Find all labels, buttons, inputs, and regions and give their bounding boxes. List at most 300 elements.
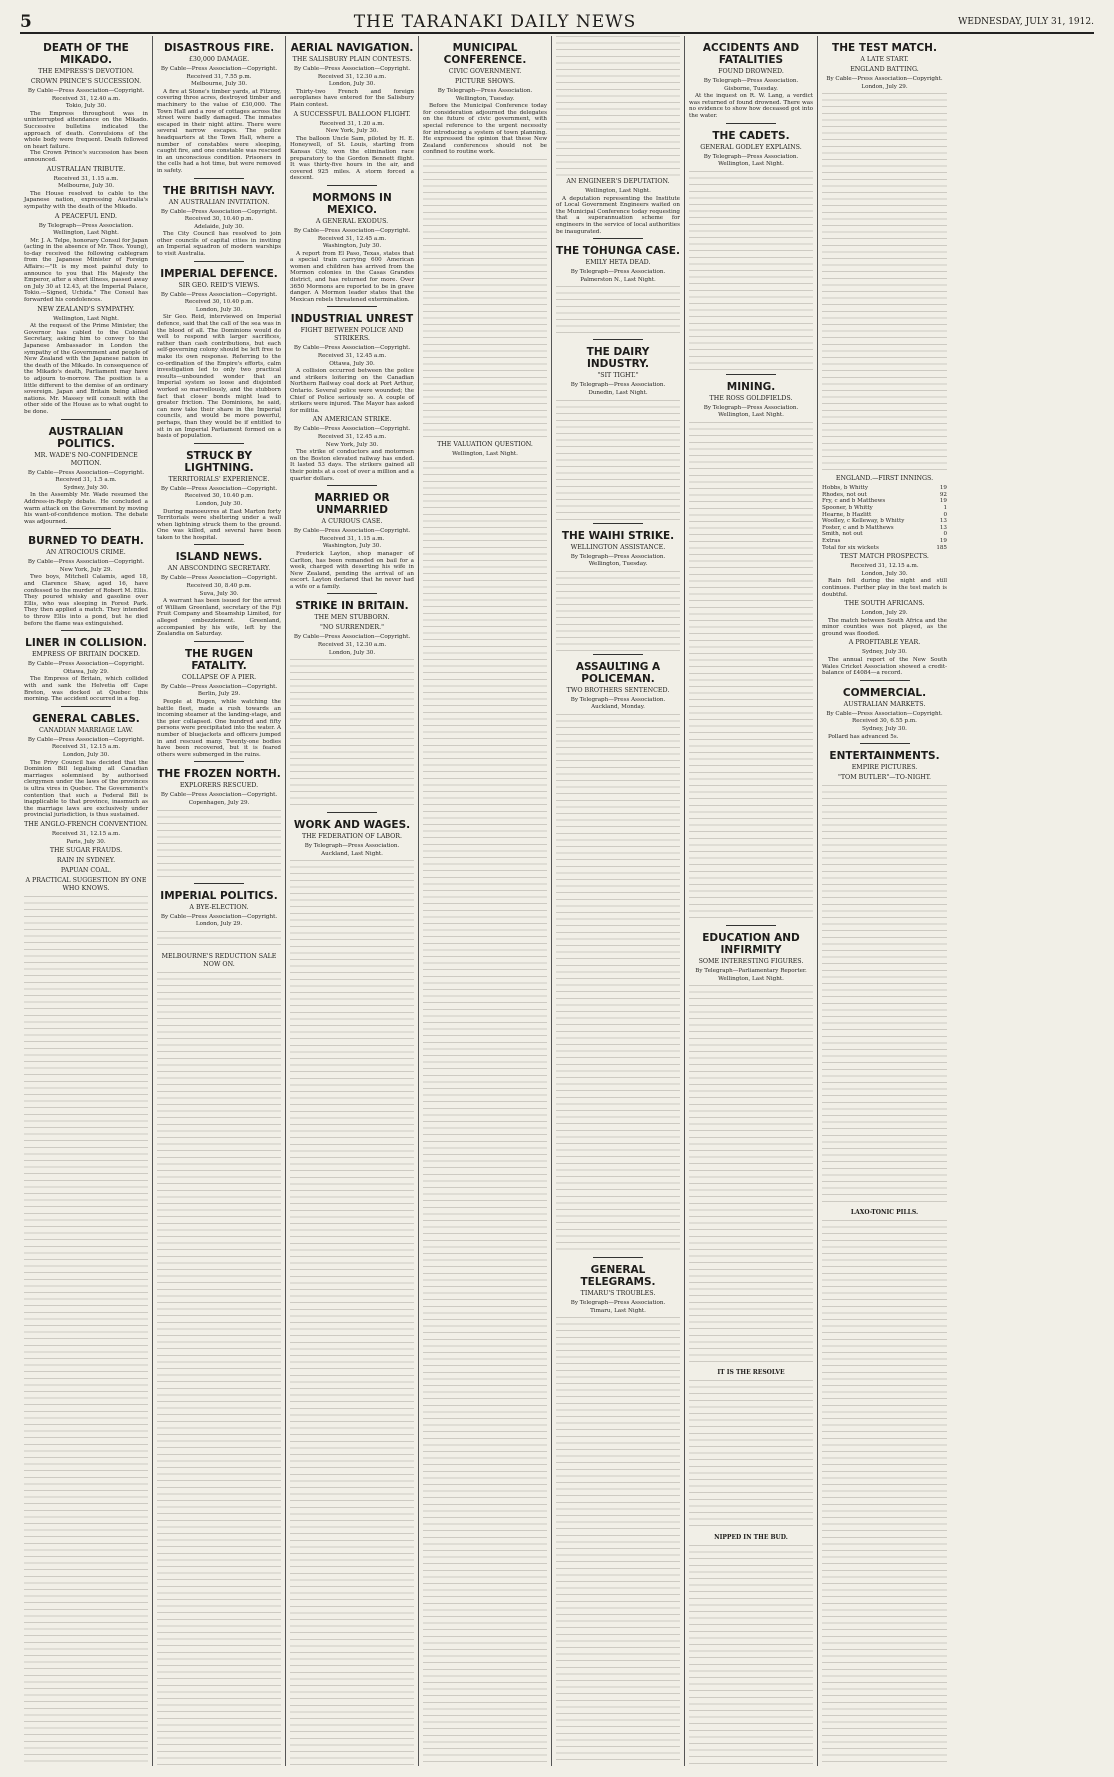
subhead: TERRITORIALS' EXPERIENCE. [168,475,270,483]
body-text-block [689,985,813,1365]
subhead: NEW ZEALAND'S SYMPATHY. [37,305,135,313]
subhead: THE ROSS GOLDFIELDS. [709,394,793,402]
dateline: Timaru, Last Night. [590,1307,646,1314]
headline-australian-politics: AUSTRALIAN POLITICS. [48,425,124,450]
dateline: By Cable—Press Association—Copyright. [293,528,411,535]
dateline: Ottawa, July 29. [63,668,109,675]
body-text-block [822,785,947,1205]
dateline: By Cable—Press Association—Copyright. [27,661,145,668]
headline-industrial-unrest: INDUSTRIAL UNREST [290,313,414,326]
runs: 13 [939,524,947,531]
headline-accidents: ACCIDENTS AND FATALITIES [702,42,800,66]
dateline: By Cable—Press Association—Copyright. [160,913,278,920]
dateline: By Telegraph—Press Association. [304,843,400,850]
batsman: Fry, c and b Matthews [822,498,886,505]
subhead: FOUND DROWNED. [718,68,784,75]
article-text: A warrant has been issued for the arrest of William Greenland, secretary of the Fiji Fruit Company and Steamship Limited, for alleged embezzlement. Greenland, accompanied by his wife, left by the Zealandia on Saturday. [157,598,281,638]
score-row [822,505,947,512]
article-text: The match between South Africa and the minor counties was not played, as the ground was flooded. [822,617,947,637]
dateline: Received 31, 12.15 a.m. [51,744,121,751]
dateline: Wellington, Tuesday. [455,95,515,102]
divider [593,654,643,655]
body-text-block [689,422,813,922]
dateline: Received 30, 8.40 p.m. [186,583,252,590]
body-text-block [556,36,680,176]
divider [194,544,244,545]
divider [593,523,643,524]
subhead: "SIT TIGHT." [597,372,639,380]
subhead: A PRACTICAL SUGGESTION BY ONE WHO KNOWS. [25,877,147,893]
dateline: By Telegraph—Press Association. [570,1299,666,1306]
body-text-block [556,571,680,651]
divider [61,528,111,529]
batsman: Hearne, b Hazlitt [822,511,872,518]
subhead: TEST MATCH PROSPECTS. [840,553,929,561]
dateline: Received 31, 1.5 a.m. [55,477,117,484]
dateline: By Telegraph—Press Association. [703,78,799,84]
body-text-block [423,159,547,439]
article-text: A fire at Stone's timber yards, at Fitzroy, covering three acres, destroyed timber and machinery to the value of £30,000. The Town Hall and a row of cottages across the street were badly damaged. The inmates escaped in their night attire. There were several narrow escapes. The police headquarters at the Town Hall, where a number of constables were sleeping, caught fire, and one constable was rescued in an unconscious condition. Prisoners in the cells had a hot time, but were removed in safety. [157,88,281,174]
dateline: By Cable—Press Association—Copyright. [160,792,278,799]
runs: 19 [939,537,947,544]
subhead: FIGHT BETWEEN POLICE AND STRIKERS. [300,327,404,343]
dateline: Received 31, 12.45 a.m. [317,433,387,440]
subhead: AN ABSCONDING SECRETARY. [167,565,271,573]
divider [61,630,111,631]
divider [327,185,377,186]
divider [593,238,643,239]
article-text: Two boys, Mitchell Calamis, aged 18, and Clarence Shaw, aged 16, have confessed to the murder of Robert M. Ellis. They poured whisky and gasoline over Ellis, who was sleeping in Forest Park. They then applied a match. They intended to throw Ellis into a pond, but he died before the flame was extinguished. [24,574,148,627]
dateline: Received 30, 10.40 p.m. [184,299,254,306]
headline-imperial-politics: IMPERIAL POLITICS. [160,889,278,902]
body-text-block [423,461,547,1766]
advert-heading: IT IS THE RESOLVE [717,1369,785,1377]
body-text-block [822,1220,947,1766]
headline-island-news: ISLAND NEWS. [175,551,263,564]
article-text: At the inquest on R. W. Lang, a verdict was returned of found drowned. There was no evidence to show how deceased got into the water. [689,93,813,119]
article-text: Thirty-two French and foreign aeroplanes have entered for the Salisbury Plain contest. [290,88,414,108]
dateline: Sydney, July 30. [862,726,907,733]
dateline: London, July 30. [861,570,908,577]
article-text: Sir Geo. Reid, interviewed on Imperial defence, said that the call of the sea was in the blood of all. The Dominions would do well to respond with larger sacrifices, rather than cash contributions, but each self-governing colony should be left free to make its own response. Referring to the co-ordination of the Empire's efforts, calm investigation led to only two practical results—unbounded wonder that an Imperial system so loose and disjointed worked so marvellously, and the stubborn fact that closer bonds might lead to greater friction. The Dominions, he said, can now take their share in the Imperial councils, and would be more powerful, perhaps, than they would be if entitled to sit in an Imperial Parliament formed on a basis of population. [157,314,281,440]
dateline: Melbourne, July 30. [191,81,247,88]
body-text-block [822,93,947,473]
subhead: "TOM BUTLER"—TO-NIGHT. [837,774,932,782]
divider [593,1257,643,1258]
score-row [822,538,947,545]
dateline: Received 31, 1.15 a.m. [319,535,385,542]
article-text: A collision occurred between the police and strikers loitering on the Canadian Northern Railway coal dock at Port Arthur, Ontario. Several police were wounded; the Chief of Police seriously so. A couple of strikers were injured. The Mayor has asked for militia. [290,368,414,414]
score-row [822,531,947,538]
subhead: £30,000 DAMAGE. [188,56,250,63]
subhead: CANADIAN MARRIAGE LAW. [38,726,133,734]
dateline: Sydney, July 30. [862,649,907,656]
headline-married: MARRIED OR UNMARRIED [314,492,390,517]
dateline: Washington, July 30. [322,543,382,550]
subhead: THE SALISBURY PLAIN CONTESTS. [292,56,412,63]
dateline: Received 30, 6.55 p.m. [852,718,917,725]
score-total [822,545,947,552]
divider [860,680,910,681]
dateline: Auckland, Last Night. [321,850,383,857]
dateline: Wellington, Last Night. [53,315,119,322]
dateline: Wellington, Last Night. [53,230,119,237]
dateline: By Cable—Press Association—Copyright. [160,485,278,492]
dateline: Received 31, 7.55 p.m. [186,73,252,80]
subhead: COLLAPSE OF A PIER. [181,673,257,681]
dateline: Received 31, 12.15 a.m. [51,830,121,837]
headline-test-match: THE TEST MATCH. [832,42,937,54]
dateline: By Telegraph—Press Association. [570,382,666,389]
dateline: Gisborne, Tuesday. [724,85,778,92]
batsman: Smith, not out [822,531,863,538]
subhead: THE EMPRESS'S DEVOTION. [38,68,134,75]
batsman: Woolley, c Kelleway, b Whitty [822,518,905,525]
body-text-block [157,810,281,880]
body-text-block [290,659,414,809]
headline-assault: ASSAULTING A POLICEMAN. [575,660,661,685]
dateline: By Telegraph—Press Association. [570,269,666,276]
divider [593,339,643,340]
dateline: Received 31, 1.20 a.m. [319,120,385,127]
dateline: Berlin, July 29. [197,691,241,698]
dateline: Melbourne, July 30. [58,183,114,190]
page-number: 5 [20,12,32,32]
subhead: A LATE START. [860,56,909,63]
advert-heading: LAXO-TONIC PILLS. [850,1209,919,1217]
dateline: Suva, July 30. [199,590,239,597]
subhead: EXPLORERS RESCUED. [179,782,259,790]
subhead: AUSTRALIAN MARKETS. [843,700,926,708]
dateline: Paris, July 30. [66,838,106,845]
headline-lightning: STRUCK BY LIGHTNING. [184,449,254,474]
divider [61,419,111,420]
body-text-block [556,400,680,520]
divider [327,306,377,307]
subhead: THE VALUATION QUESTION. [437,440,533,448]
subhead: EMILY HETA DEAD. [585,259,651,267]
headline-general-cables: GENERAL CABLES. [32,712,140,725]
divider [726,123,776,124]
article-text: The Crown Prince's succession has been announced. [24,150,148,163]
dateline: By Cable—Press Association—Copyright. [160,683,278,690]
dateline: By Telegraph—Press Association. [38,222,134,229]
subhead: MR. WADE'S NO-CONFIDENCE MOTION. [34,451,138,467]
article-text: Rain fell during the night and still continues. Further play in the test match is doubtful. [822,578,947,598]
dateline: London, July 30. [328,81,376,88]
headline-aerial: AERIAL NAVIGATION. [290,42,414,54]
runs: 19 [939,498,947,505]
headline-fire: DISASTROUS FIRE. [163,42,275,54]
total-runs: 185 [936,544,947,551]
issue-date: WEDNESDAY, JULY 31, 1912. [958,17,1094,27]
dateline: By Cable—Press Association—Copyright. [160,291,278,298]
article-text: People at Rugen, while watching the battle fleet, made a rush towards an incoming steamer at the landing-stage, and the pier collapsed. One hundred and fifty persons were precipitated into the water. A number of bluejackets and officers jumped in and rescued many. Twenty-one bodies have been recovered, but it is feared others were submerged in the ruins. [157,699,281,758]
dateline: By Cable—Press Association—Copyright. [293,634,411,641]
body-text-block [24,896,148,1766]
score-row [822,525,947,532]
dateline: Wellington, Last Night. [718,412,784,419]
runs: 13 [939,518,947,525]
score-row [822,512,947,519]
dateline: By Cable—Press Association—Copyright. [293,345,411,352]
subhead: ENGLAND BATTING. [850,66,919,73]
subhead: A GENERAL EXODUS. [315,217,389,225]
article-text: The strike of conductors and motormen on the Boston elevated railway has ended. It lasted 53 days. The strikers gained all their points at a cost of over a million and a quarter dollars. [290,449,414,482]
subhead: TIMARU'S TROUBLES. [580,1289,656,1297]
dateline: Wellington, Tuesday. [588,561,648,568]
runs: 0 [943,531,947,538]
subhead: A BYE-ELECTION. [189,903,249,911]
subhead: AN AUSTRALIAN INVITATION. [168,198,270,206]
dateline: New York, July 30. [325,441,379,448]
body-text-block [689,1380,813,1530]
dateline: By Cable—Press Association—Copyright. [160,208,278,215]
dateline: By Cable—Press Association—Copyright. [27,559,145,566]
dateline: London, July 29. [195,921,243,928]
dateline: Ottawa, July 30. [329,360,375,367]
column-3 [286,36,419,1766]
headline-rugen: THE RUGEN FATALITY. [185,647,253,672]
dateline: By Telegraph—Press Association. [570,696,666,703]
dateline: By Cable—Press Association—Copyright. [160,66,278,72]
body-text-block [556,1317,680,1766]
divider [194,261,244,262]
subhead: AN ENGINEER'S DEPUTATION. [566,178,670,185]
dateline: By Cable—Press Association—Copyright. [826,76,943,82]
dateline: Dunedin, Last Night. [588,389,648,396]
divider [327,812,377,813]
subhead: SIR GEO. REID'S VIEWS. [178,281,260,289]
subhead: A PROFITABLE YEAR. [848,639,921,647]
columns [20,36,1094,1766]
dateline: London, July 29. [861,610,908,617]
subhead: WELLINGTON ASSISTANCE. [570,543,666,551]
column-1 [20,36,153,1766]
headline-general-telegrams: GENERAL TELEGRAMS. [580,1263,656,1288]
headline-mormons: MORMONS IN MEXICO. [312,191,392,216]
dateline: By Telegraph—Press Association. [703,404,799,411]
dateline: By Cable—Press Association—Copyright. [293,227,411,234]
subhead: EMPRESS OF BRITAIN DOCKED. [31,651,141,659]
subhead: AN ATROCIOUS CRIME. [46,549,126,557]
subhead: SOME INTERESTING FIGURES. [698,957,804,965]
subhead: EMPIRE PICTURES. [851,764,918,772]
subhead: A CURIOUS CASE. [321,518,383,526]
body-text-block [157,972,281,1766]
masthead [20,8,1094,34]
dateline: Received 31, 1.15 a.m. [53,175,119,182]
article-text: The Privy Council has decided that the Dominion Bill legalising all Canadian marriages solemnised by authorised clergymen under the laws of the provinces is ultra vires in Quebec. The Government's contention that such a Federal Bill is inapplicable to that province, inasmuch as the marriage laws are exclusively under provincial jurisdiction, is thus sustained. [24,759,148,819]
body-text-block [556,286,680,336]
dateline: Adelaide, July 30. [194,223,244,230]
headline-british-navy: THE BRITISH NAVY. [162,184,276,197]
advert-heading: NIPPED IN THE BUD. [714,1534,788,1542]
headline-municipal: MUNICIPAL CONFERENCE. [443,42,527,66]
score-row [822,485,947,492]
article-text: Pollard has advanced 5s. [828,733,899,740]
column-5 [552,36,685,1766]
runs: 92 [939,491,947,498]
dateline: New York, July 30. [325,128,379,135]
subhead: THE MEN STUBBORN. [314,614,390,622]
dateline: By Cable—Press Association—Copyright. [27,736,145,743]
dateline: By Telegraph—Press Association. [437,88,533,94]
divider [860,743,910,744]
dateline: London, July 30. [328,649,376,656]
batsman: Extras [822,537,841,544]
subhead: PAPUAN COAL. [60,867,112,875]
headline-liner: LINER IN COLLISION. [25,637,147,650]
dateline: London, July 30. [62,751,110,758]
subhead: THE ANGLO-FRENCH CONVENTION. [24,820,148,828]
body-text-block [689,1545,813,1766]
article-text: Mr. J. A. Telpe, honorary Consul for Japan (acting in the absence of Mr. Thos. Young), to-day received the following cablegram from the Japanese Minister of Foreign Affairs:—"It is my most painful duty to announce to you that His Majesty the Emperor, after a short illness, passed away on July 30 at 12.43, at the Imperial Palace, Tokio.—Signed, Uchida." The Consul has forwarded his condolences. [24,237,148,304]
dateline: London, July 30. [195,500,243,507]
subhead: TWO BROTHERS SENTENCED. [566,686,670,694]
body-text-block [556,714,680,1254]
article-text: Before the Municipal Conference today for consideration adjourned the delegates on the future of civic government, with special reference to the urgent necessity for introducing a system of town planning. He expressed the opinion that these New Zealand conferences should not be confined to routine work. [423,103,547,156]
subhead: THE SUGAR FRAUDS. [49,847,123,855]
headline-tohunga: THE TOHUNGA CASE. [556,245,680,258]
dateline: Received 31, 12.15 a.m. [850,563,919,570]
dateline: Wellington, Last Night. [452,450,518,457]
runs: 0 [943,511,947,518]
batsman: Rhodes, not out [822,491,867,498]
dateline: Wellington, Last Night. [585,188,651,194]
subhead: A PEACEFUL END. [54,212,118,220]
batsman: Spooner, b Whitty [822,504,873,511]
article-text: The annual report of the New South Wales Cricket Association showed a credit-balance of £4084—a record. [822,657,947,677]
dateline: Received 31, 12.45 a.m. [317,353,387,360]
headline-mining: MINING. [726,380,776,393]
newspaper-title: THE TARANAKI DAILY NEWS [353,12,637,32]
headline-commercial: COMMERCIAL. [842,686,927,699]
subhead: GENERAL GODLEY EXPLAINS. [700,143,802,151]
dateline: Received 31, 12.40 a.m. [51,95,121,102]
subhead: PICTURE SHOWS. [455,78,515,85]
dateline: By Cable—Press Association—Copyright. [27,469,145,476]
dateline: Sydney, July 30. [63,484,109,491]
headline-dairy: THE DAIRY INDUSTRY. [586,346,650,371]
dateline: By Cable—Press Association—Copyright. [27,88,145,94]
subhead: AN AMERICAN STRIKE. [312,416,392,424]
body-text-block [290,860,414,1766]
divider [327,593,377,594]
article-text: The Empress of Britain, which collided with and sank the Helvetia off Cape Breton, was docked at Quebec this morning. The accident occurred in a fog. [24,676,148,703]
column-2 [153,36,286,1766]
dateline: By Telegraph—Press Association. [703,153,799,160]
score-row [822,498,947,505]
subhead: RAIN IN SYDNEY. [56,857,116,865]
dateline: Received 30, 10.40 p.m. [184,216,254,223]
runs: 1 [943,504,947,511]
dateline: Received 31, 12.30 a.m. [317,73,387,80]
column-7 [818,36,951,1766]
article-text: In the Assembly Mr. Wade resumed the Address-in-Reply debate. He concluded a warm attack on the Government by moving his want-of-confidence motion. The debate was adjourned. [24,492,148,525]
headline-cadets: THE CADETS. [712,129,790,142]
headline-work-wages: WORK AND WAGES. [293,819,411,832]
dateline: Washington, July 30. [322,243,382,250]
dateline: Copenhagen, July 29. [188,799,250,806]
dateline: Auckland, Monday. [591,704,645,711]
batsman: Hobbs, b Whitty [822,485,868,492]
subhead: THE FEDERATION OF LABOR. [301,833,403,841]
subhead: A SUCCESSFUL BALLOON FLIGHT. [293,110,411,118]
headline-mikado: DEATH OF THE MIKADO. [43,42,129,66]
runs: 19 [939,485,947,492]
dateline: Palmerston N., Last Night. [580,276,656,283]
dateline: London, July 29. [861,83,908,90]
divider [194,883,244,884]
headline-waihi: THE WAIHI STRIKE. [561,529,675,542]
advert-heading: MELBOURNE'S REDUCTION SALE NOW ON. [161,952,277,968]
headline-imperial-defence: IMPERIAL DEFENCE. [160,267,278,280]
article-text: A report from El Paso, Texas, states that a special train carrying 600 American women and children has arrived from the Mormon colonies in the Casas Grandes district, and has returned for more. Over 3650 Mormons are reported to be in grave danger. A Mormon leader states that the Mexican rebels threatened extermination. [290,250,414,303]
dateline: By Cable—Press Association—Copyright. [160,575,278,582]
article-text: Frederick Layton, shop manager of Carlton, has been remanded on bail for a week, charged with deserting his wife in New Zealand, pending the arrival of an escort. Layton declared that he never had a wife or a family. [290,550,414,590]
divider [61,706,111,707]
dateline: London, July 30. [195,306,243,313]
dateline: By Telegraph—Parliamentary Reporter. [695,967,807,974]
article-text: During manoeuvres at East Marton forty Territorials were sheltering under a wall when lightning struck them to the ground. One was killed, and several have been taken to the hospital. [157,508,281,541]
total-label: Total for six wickets [822,544,879,551]
dateline: New York, July 29. [59,566,113,573]
divider [194,178,244,179]
divider [194,761,244,762]
article-text: At the request of the Prime Minister, the Governor has cabled to the Colonial Secretary, asking him to convey to the Japanese Ambassador in London the sympathy of the Government and people of New Zealand with the Japanese nation in the death of the Mikado. In consequence of the Mikado's death, Parliament may have to adjourn to-morrow. The position is a little different to the demise of an ordinary sovereign. Japan and Britain being allied nations. Mr. Massey will consult with the other side of the House as to what ought to be done. [24,323,148,415]
column-6 [685,36,818,1766]
divider [327,485,377,486]
article-text: The balloon Uncle Sam, piloted by H. E. Honeywell, of St. Louis, starting from Kansas City, won the elimination race preparatory to the Gordon Bennett flight. It was thirty-five hours in the air, and covered 925 miles. A storm forced a descent. [290,135,414,182]
dateline: Wellington, Last Night. [718,975,784,982]
dateline: Tokio, July 30. [65,103,107,110]
headline-strike-britain: STRIKE IN BRITAIN. [295,600,409,613]
dateline: By Cable—Press Association—Copyright. [293,66,411,72]
article-text: The House resolved to cable to the Japanese nation, expressing Australia's sympathy with the death of the Mikado. [24,190,148,210]
article-text: A deputation representing the Institute of Local Government Engineers waited on the Municipal Conference today requesting that a superannuation scheme for engineers in the service of local authorities be inaugurated. [556,195,680,235]
dateline: Wellington, Last Night. [718,161,784,168]
subhead: "NO SURRENDER." [319,624,385,632]
divider [194,641,244,642]
article-text: The Empress throughout was in uninterrupted attendance on the Mikado. Successive bulletins indicated the approach of death. Convulsions of the whole body were frequent. Death followed on heart failure. [24,110,148,150]
dateline: Received 31, 12.45 a.m. [317,235,387,242]
article-text: The City Council has resolved to join other councils of capital cities in inviting an Imperial squadron of modern warships to visit Australia. [157,231,281,258]
headline-frozen-north: THE FROZEN NORTH. [157,768,281,781]
divider [726,925,776,926]
dateline: By Cable—Press Association—Copyright. [826,710,943,717]
batsman: Foster, c and b Matthews [822,524,894,531]
subhead: CROWN PRINCE'S SUCCESSION. [30,78,142,85]
dateline: Received 31, 12.30 a.m. [317,642,387,649]
dateline: Received 30, 10.40 p.m. [184,493,254,500]
body-text-block [157,931,281,951]
subhead: AUSTRALIAN TRIBUTE. [46,165,126,173]
score-row [822,518,947,525]
body-text-block [689,171,813,371]
headline-education: EDUCATION AND INFIRMITY [702,931,800,956]
scoreboard [822,485,947,551]
subhead: THE SOUTH AFRICANS. [844,600,925,608]
headline-burned: BURNED TO DEATH. [28,535,144,548]
headline-entertainments: ENTERTAINMENTS. [829,750,940,763]
dateline: By Telegraph—Press Association. [570,553,666,560]
dateline: By Cable—Press Association—Copyright. [293,426,411,433]
column-4 [419,36,552,1766]
score-row [822,492,947,499]
subhead: CIVIC GOVERNMENT. [448,68,522,75]
subhead: ENGLAND.—FIRST INNINGS. [835,475,934,483]
